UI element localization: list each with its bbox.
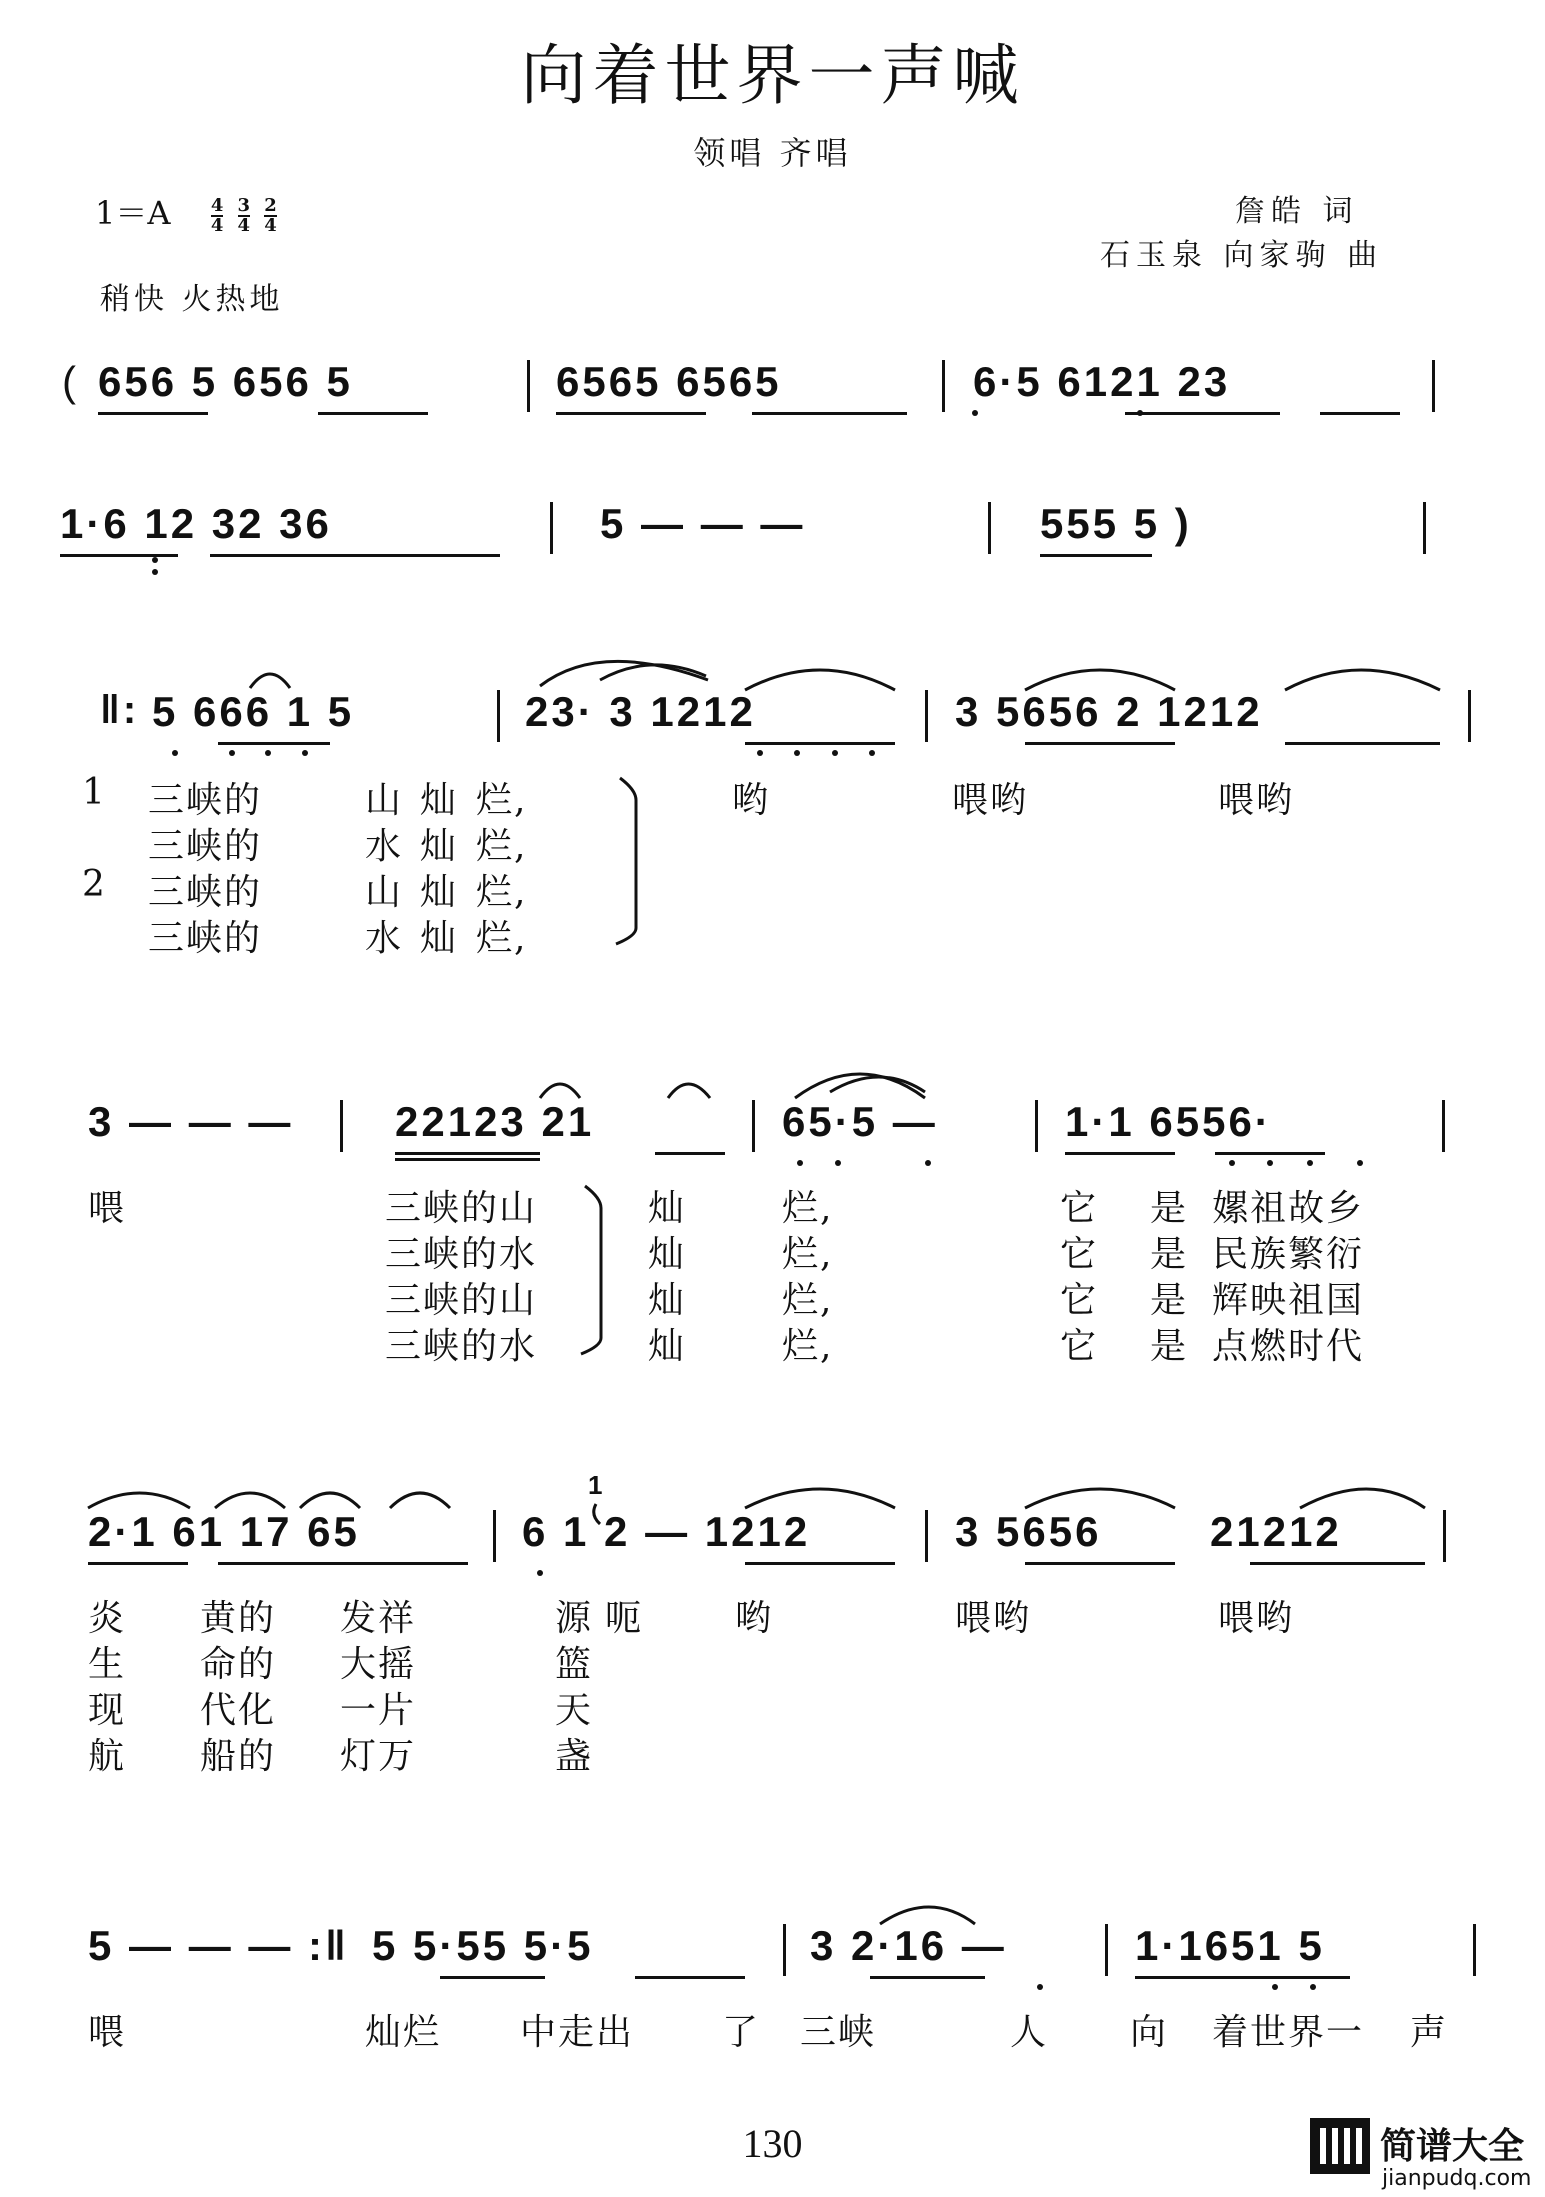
- lyric: 点燃时代: [1212, 1326, 1365, 1367]
- measure-8: 23· 3 1212: [525, 688, 756, 735]
- lyric: 灿: [420, 872, 459, 913]
- lyric: 是: [1150, 1188, 1189, 1229]
- piano-icon: [1310, 2118, 1370, 2174]
- lyric: 它: [1060, 1234, 1099, 1275]
- octave-dot: [794, 750, 800, 756]
- octave-dot: [1229, 1160, 1235, 1166]
- lyric: 烂,: [476, 826, 528, 867]
- slur: [88, 1493, 190, 1508]
- meter-2: $\frac{3}{4}$: [237, 194, 251, 236]
- lyric: 三峡的: [148, 826, 263, 867]
- lyric: 灿: [648, 1234, 687, 1275]
- lyric: 哟: [732, 780, 771, 821]
- slur: [795, 1074, 925, 1098]
- measure-13: 1·1 6556·: [1065, 1098, 1272, 1145]
- lyric: 它: [1060, 1188, 1099, 1229]
- measure-10: 3 — — —: [88, 1098, 294, 1145]
- octave-dot: [265, 750, 271, 756]
- lyric-num: 2: [82, 864, 107, 905]
- lyric: 三峡的: [148, 918, 263, 959]
- octave-dot: [152, 569, 158, 575]
- measure-9: 3 5656 2 1212: [955, 688, 1263, 735]
- octave-dot: [1272, 1984, 1278, 1990]
- lyric: 三峡的水: [385, 1234, 538, 1275]
- lyric: 烂,: [782, 1188, 834, 1229]
- lyric: 喂哟: [1218, 780, 1295, 821]
- lyric: 水: [365, 826, 404, 867]
- measure-6: 555 5 ): [1040, 500, 1192, 547]
- lyric: 喂: [88, 2012, 127, 2053]
- slur: [1025, 1489, 1175, 1508]
- lyric: 喂: [88, 1188, 127, 1229]
- lyric: 黄的: [200, 1598, 277, 1639]
- measure-15: 6 1 2 — 1212: [522, 1508, 811, 1555]
- lyric: 灿: [648, 1188, 687, 1229]
- measure-4: 1·6 12 32 36: [60, 500, 332, 547]
- slur: [745, 1489, 895, 1508]
- lyricist-credit: 詹皓 词: [1235, 194, 1359, 229]
- lyric: 烂,: [782, 1234, 834, 1275]
- lyric: 大摇: [340, 1644, 417, 1685]
- lyric: 山: [365, 780, 404, 821]
- octave-dot: [1310, 1984, 1316, 1990]
- lyric: 民族繁衍: [1212, 1234, 1365, 1275]
- meter-3: $\frac{2}{4}$: [264, 194, 277, 236]
- measure-1: 656 5 656 5: [98, 358, 353, 405]
- lyric: 一片: [340, 1690, 417, 1731]
- key-label: 1＝A: [95, 194, 171, 232]
- octave-dot: [757, 750, 763, 756]
- octave-dot: [302, 750, 308, 756]
- lyric: 炎: [88, 1598, 127, 1639]
- lyric: 代化: [200, 1690, 277, 1731]
- octave-dot: [925, 1160, 931, 1166]
- lyric: 灿: [420, 780, 459, 821]
- slur: [1285, 670, 1440, 690]
- octave-dot: [537, 1570, 543, 1576]
- lyric: 了: [722, 2012, 761, 2053]
- octave-dot: [1037, 1984, 1043, 1990]
- lyric: 喂哟: [955, 1598, 1032, 1639]
- lyric: 喂哟: [952, 780, 1029, 821]
- lyric: 烂,: [476, 872, 528, 913]
- brace: [616, 778, 636, 944]
- lyric: 航: [88, 1736, 127, 1777]
- measure-20: 1·1651 5: [1135, 1922, 1325, 1969]
- measure-17: 5 — — — :‖: [88, 1922, 349, 1969]
- lyric: 灿: [420, 826, 459, 867]
- octave-dot: [1267, 1160, 1273, 1166]
- octave-dot: [1307, 1160, 1313, 1166]
- page-title: 向着世界一声喊: [520, 37, 1025, 114]
- octave-dot: [1357, 1160, 1363, 1166]
- lyric: 三峡的水: [385, 1326, 538, 1367]
- page-number: 130: [742, 2121, 803, 2166]
- lyric: 烂,: [782, 1280, 834, 1321]
- lyric: 中走出: [520, 2012, 635, 2053]
- slur: [880, 1907, 975, 1924]
- octave-dot: [832, 750, 838, 756]
- tempo-marking: 稍快 火热地: [100, 282, 284, 317]
- lyric: 源: [555, 1598, 594, 1639]
- measure-19: 3 2·16 —: [810, 1922, 1007, 1969]
- lyric: 灿: [420, 918, 459, 959]
- slur: [300, 1493, 360, 1508]
- lyric: 发祥: [340, 1598, 417, 1639]
- octave-dot: [152, 557, 158, 563]
- slur: [1300, 1489, 1425, 1508]
- measure-7: 5 666 1 5: [152, 688, 355, 735]
- lyric: 三峡的山: [385, 1280, 538, 1321]
- lyric-num: 1: [82, 772, 107, 813]
- measure-3: 6·5 6121 23: [973, 358, 1231, 405]
- grace-note: 1: [588, 1470, 603, 1500]
- measure-16b: 21212: [1210, 1508, 1342, 1555]
- lyric: 三峡的: [148, 780, 263, 821]
- lyric: 三峡: [800, 2012, 877, 2053]
- octave-dot: [1137, 410, 1143, 416]
- repeat-start: ‖:: [100, 688, 140, 732]
- performance-style: 领唱 齐唱: [693, 134, 852, 172]
- slur: [390, 1493, 450, 1508]
- lyric: 人: [1010, 2012, 1049, 2053]
- lyric: 声: [1410, 2012, 1449, 2053]
- lyric: 灿: [648, 1280, 687, 1321]
- lyric: 喂哟: [1218, 1598, 1295, 1639]
- octave-dot: [797, 1160, 803, 1166]
- lyric: 嫘祖故乡: [1212, 1188, 1365, 1229]
- octave-dot: [229, 750, 235, 756]
- octave-dot: [835, 1160, 841, 1166]
- measure-12: 65·5 —: [782, 1098, 938, 1145]
- lyric: 生: [88, 1644, 127, 1685]
- lyric: 天: [555, 1690, 594, 1731]
- lyric: 篮: [555, 1644, 594, 1685]
- lyric: 是: [1150, 1234, 1189, 1275]
- lyric: 山: [365, 872, 404, 913]
- lyric: 灿烂: [365, 2012, 442, 2053]
- lyric: 它: [1060, 1280, 1099, 1321]
- slur: [745, 670, 895, 690]
- lyric: 盏: [555, 1736, 594, 1777]
- slur: [540, 1084, 580, 1098]
- measure-14: 2·1 61 17 65: [88, 1508, 360, 1555]
- lyric: 哟: [735, 1598, 774, 1639]
- watermark-brand: 简谱大全: [1380, 2126, 1525, 2167]
- lyric: 呃: [605, 1598, 644, 1639]
- lyric: 灯万: [340, 1736, 417, 1777]
- lyric: 是: [1150, 1326, 1189, 1367]
- octave-dot: [172, 750, 178, 756]
- measure-5: 5 — — —: [600, 500, 806, 547]
- grace-tie: [594, 1504, 600, 1524]
- lyric: 是: [1150, 1280, 1189, 1321]
- lyric: 向: [1130, 2012, 1169, 2053]
- lyric: 船的: [200, 1736, 277, 1777]
- lyric: 三峡的: [148, 872, 263, 913]
- open-paren: (: [62, 358, 79, 405]
- lyric: 水: [365, 918, 404, 959]
- watermark-url: jianpudq.com: [1382, 2166, 1532, 2191]
- measure-16: 3 5656: [955, 1508, 1102, 1555]
- lyric: 现: [88, 1690, 127, 1731]
- lyric: 三峡的山: [385, 1188, 538, 1229]
- composer-credit: 石玉泉 向家驹 曲: [1100, 238, 1384, 273]
- lyric: 烂,: [476, 918, 528, 959]
- meter-1: $\frac{4}{4}$: [210, 194, 224, 236]
- lyric: 灿: [648, 1326, 687, 1367]
- brace: [581, 1186, 601, 1354]
- octave-dot: [972, 410, 978, 416]
- lyric: 它: [1060, 1326, 1099, 1367]
- slur: [540, 661, 708, 686]
- lyric: 命的: [200, 1644, 277, 1685]
- measure-18: 5 5·55 5·5: [372, 1922, 594, 1969]
- lyric: 烂,: [476, 780, 528, 821]
- measure-2: 6565 6565: [556, 358, 782, 405]
- slur: [215, 1493, 285, 1508]
- measure-11: 22123 21: [395, 1098, 595, 1145]
- octave-dot: [869, 750, 875, 756]
- lyric: 烂,: [782, 1326, 834, 1367]
- lyric: 着世界一: [1212, 2012, 1365, 2053]
- slur: [250, 674, 290, 688]
- lyric: 辉映祖国: [1212, 1280, 1365, 1321]
- slur: [668, 1084, 710, 1098]
- slur: [1025, 670, 1175, 690]
